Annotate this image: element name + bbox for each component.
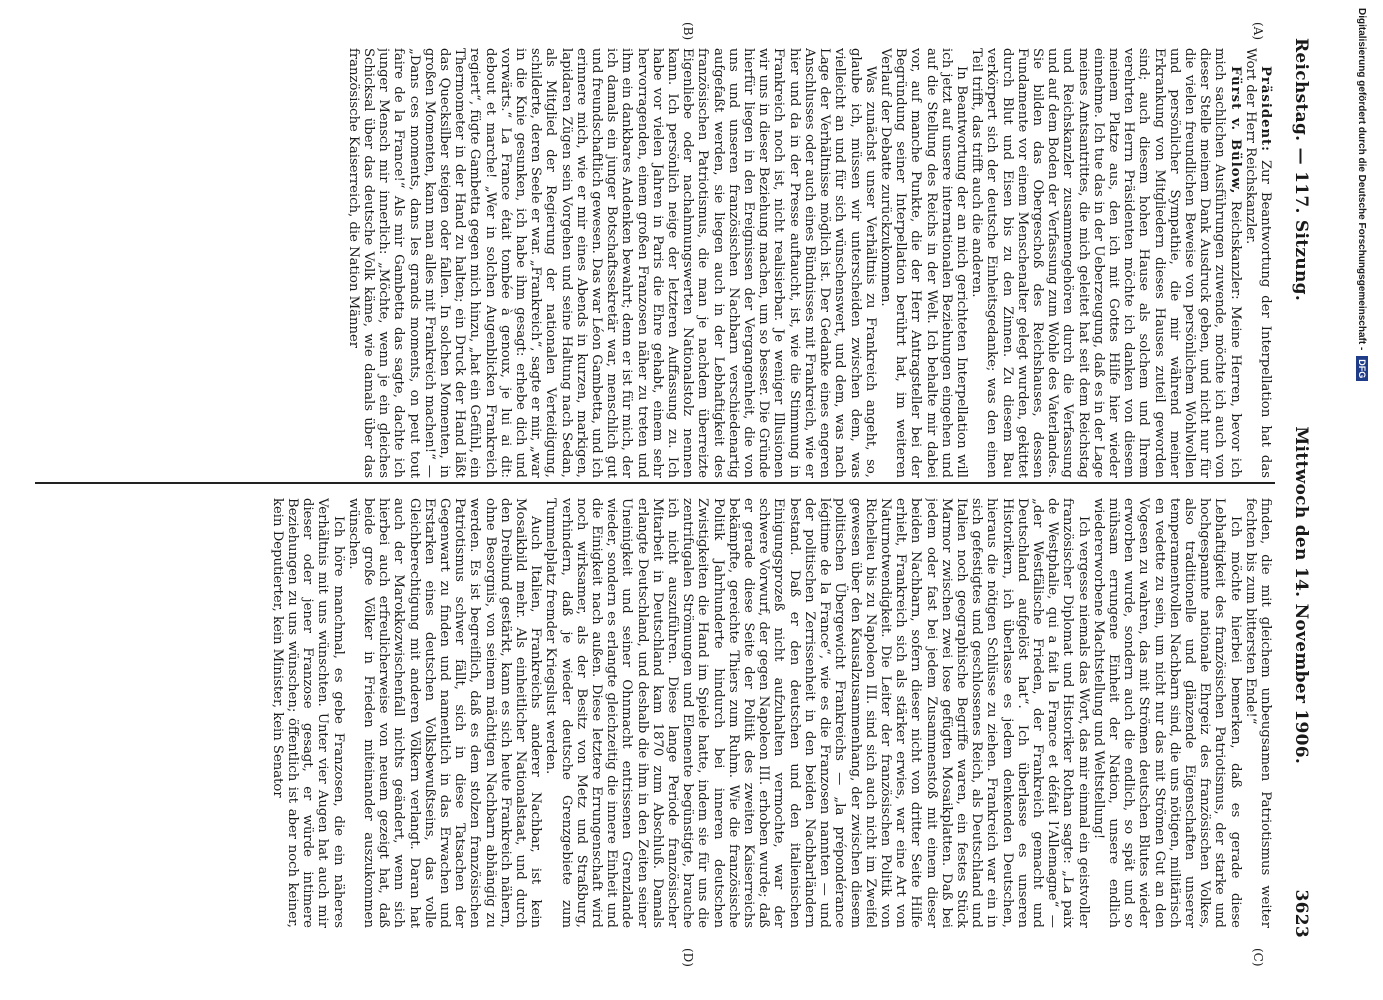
dfg-logo: DFG [1356,356,1368,381]
margin-marker-a: (A) [1251,22,1265,41]
running-head [1287,38,1311,938]
paragraph: Ich höre manchmal, es gebe Franzosen, die ein näheres Verhältnis mit uns wünschten. Unter vier Augen hat auch mir dieser oder jener Franzose gesagt, er würde intimere Beziehungen zu uns wünschen; öffentlich ist aber noch keiner, kein Deputierter, kein Minister, kein Senator [269,498,346,928]
margin-marker-c: (C) [1251,948,1265,967]
header-left: Reichstag. — 117. Sitzung. [1291,38,1311,302]
margin-marker-b: (B) [681,22,695,41]
paragraph-president [1243,48,1273,478]
rotated-page [10,8,1325,970]
paragraph: Auch Italien, Frankreichs anderer Nachbar, ist kein Mosaikbild mehr. Als einheitlicher Nationalstaat, und durch den Dreibund gestärkt, kann es sich heute Frankreich nähern, ohne Besorgnis, von seinem mächtigen Nachbarn abhängig zu werden. Es ist begreiflich, daß es dem stolzen französischen Patriotismus schwer fällt, sich in diese Tatsachen der Gegenwart zu finden und namentlich in das Erwachen und Erstarken eines deutschen Volksbewußtseins, das volle Gleichberechtigung mit anderen Völkern verlangt. Daran hat auch der Marokkozwischenfall nichts geändert, wenn sich hierbei auch erfreulicherweise von neuem gezeigt hat, daß beide große Völker in Frieden miteinander auszukommen wünschen. [345,498,544,928]
left-column [43,48,1273,478]
column-divider [35,482,1275,484]
digitization-credit [1352,8,1376,993]
paragraph-text: Reichskanzler: Meine Herren, bevor ich mich sachlichen Ausführungen zuwende, möchte ich auch von dieser Stelle meinem Dank Ausdruck geben, und nicht nur für die vielen freundlichen Beweise von persönlichem Wohlwollen und persönlicher Sympathie, die mir während meiner Erkrankung von Mitgliedern dieses Hauses zuteil geworden sind; auch diesem hohen Hause als solchem und Ihrem verehrten Herrn Präsidenten möchte ich danken von diesem meinem Platze aus, den ich mit Gottes Hilfe hier wieder einnehme. Ich tue das in der Ueberzeugung, daß es in der Lage meines Amtsantrittes, die mich geleitet hat seit dem Reichstag und Reichskanzler zusammengehören durch die Verfassung und auf dem Boden der Verfassung zum Wohle des Vaterlandes. Sie bilden das Obergeschoß des Reichshauses, dessen Fundamente vor einem Menschenalter gelegt wurden, gekittet durch Blut und Eisen bis zu den Zinnen. Zu diesem Bau verkörpert sich der deutsche Einheitsgedanke; was den einen Teil trifft, das trifft auch die anderen. [969,48,1243,478]
paragraph: Was zunächst unser Verhältnis zu Frankreich angeht, so, glaube ich, müssen wir unterscheiden zwischen dem, was vielleicht an und für sich wünschenswert, und dem, was nach Lage der Verhältnisse möglich ist. Der Gedanke eines engeren Anschlusses oder auch eines Bündnisses mit Frankreich, wie er hier und da in der Presse auftaucht, ist, wie die Stimmung in Frankreich noch ist, nicht realisierbar. Je weniger Illusionen wir uns in dieser Beziehung machen, um so besser. Die Gründe hierfür liegen in den Ereignissen der Vergangenheit, die von uns und unseren französischen Nachbarn verschiedenartig aufgefaßt werden, sie liegen auch in der Lebhaftigkeit des französischen Patriotismus, die man je nachdem überreizte Eigenliebe oder nachahmungswerten Nationalstolz nennen kann. Ich persönlich neige der letzteren Auffassung zu. Ich habe vor vielen Jahren in Paris die Ehre gehabt, einem sehr hervorragenden, einem großen Franzosen näher zu treten und ihm ein dankbares Andenken bewahrt; denn er ist für mich, der ich damals ein junger Botschaftssekretär war, menschlich gut und freundschaftlich gewesen. Das war Léon Gambetta, und ich erinnere mich, wie er mir eines Abends in kurzen, markigen, lapidaren Zügen sein Vorgehen und seine Haltung nach Sedan, als Mitglied der Regierung der nationalen Verteidigung, schilderte, deren Seele er war. „Frankreich“, sagte er mir, „war in die Knie gesunken, ich habe ihm gesagt: erhebe dich und vorwärts.“ La France était tombée à genoux, je lui ai dit: debout et marche! „Wer in solchen Augenblicken Frankreich regiert“, fügte Gambetta gegen mich hinzu, „hat ein Gefühl, ein Thermometer in der Hand zu halten; ein Druck der Hand läßt das Quecksilber steigen oder fallen. In solchen Momenten, in großen Momenten, kann man alles mit Frankreich machen!“ — „Dans ces moments, dans les grands moments, on peut tout faire de la France!“ Als mir Gambetta das sagte, dachte ich junger Mensch mir innerlich: „Möchte, wenn je ein gleiches Schicksal über das deutsche Volk käme, wie damals über das französische Kaiserreich, die Nation Männer [345,48,878,478]
speaker-president: Präsident: [1258,66,1273,153]
paragraph-buelow [969,48,1243,478]
paragraph-continued: finden, die mit gleichem unbeugsamen Patriotismus weiter fechten bis zum bittersten Ende!“ [1242,498,1273,928]
paragraph-text: Zur Beantwortung der Interpellation hat das Wort der Herr Reichskanzler. [1242,48,1273,478]
page-number: 3623 [1291,889,1311,938]
header-date: Mittwoch den 14. November 1906. [1291,426,1311,765]
paragraph: Ich möchte hierbei bemerken, daß es gerade diese Lebhaftigkeit des französischen Patriotismus, der starke und hochgespannte nationale Ehrgeiz des französischen Volkes, also traditionelle und glänzende Eigenschaften unserer temperamentvollen Nachbarn sind, die uns nötigen, militärisch en vedette zu sein, um nicht nur das mit Strömen Gut an den Vogesen zu wahren, das mit Strömen deutschen Blutes wieder erworben wurde, sondern auch die endlich, so spät und so mühsam errungene Einheit der Nation, unsere endlich wiedererworbene Machtstellung und Weltstellung! [1090,498,1243,928]
margin-marker-d: (D) [681,948,695,967]
paragraph: Ich vergesse niemals das Wort, das mir einmal ein geistvoller französischer Diplomat und Historiker Rothan sagte: „La paix de Westphalie, qui a fait la France et défait l’Allemagne“ — „der Westfälische Frieden, der Frankreich gemacht und Deutschland aufgelöst hat“. Ich überlasse es unseren Historikern, ich überlasse es jedem denkenden Deutschen, hieraus die nötigen Schlüsse zu ziehen. Frankreich war ein in sich gefestigtes und geschlossenes Reich, als Deutschland und Italien noch geographische Begriffe waren, ein festes Stück Marmor zwischen zwei lose gefügten Mosaikplatten. Daß bei jedem oder fast bei jedem Zusammenstoß mit einem dieser beiden Nachbarn, sofern dieser nicht von dritter Seite Hilfe erhielt, Frankreich sich als stärker erwies, war eine Art von Naturnotwendigkeit. Die Leiter der französischen Politik von Richelieu bis zu Napoleon III. sind sich auch nicht im Zweifel gewesen über den Kausalzusammenhang, der zwischen diesem politischen Übergewicht Frankreichs — „la prépondérance légitime de la France“, wie es die Franzosen nannten — und der politischen Zerrissenheit in den beiden Nachbarländern bestand. Daß er den deutschen und den italienischen Einigungsprozeß nicht aufzuhalten vermochte, war der schwere Vorwurf, der gegen Napoleon III. erhoben wurde; daß er gerade diese Seite der Politik des zweiten Kaiserreichs bekämpfte, gereichte Thiers zum Ruhm. Wie die französische Politik Jahrhunderte hindurch bei inneren deutschen Zwistigkeiten die Hand im Spiele hatte, indem sie für uns die zentrifugalen Strömungen und Elemente begünstigte, brauche ich nicht auszuführen. Diese lange Periode französischer Mitarbeit in Deutschland kam 1870 zum Abschluß. Damals erlangte Deutschland, und deshalb die ihm in den Zeiten seiner Uneinigkeit und seiner Ohnmacht entrissenen Grenzlande wieder, sondern es erlangte gleichzeitig die innere Einheit und die Einigkeit nach außen. Diese letztere Errungenschaft wird noch wirksamer, als der Besitz von Metz und Straßburg, verhindern, daß je wieder deutsche Grenzgebiete zum Tummelplatz fremder Kriegslust werden. [543,498,1091,928]
speaker-buelow: Fürst v. Bülow, [1227,66,1243,195]
paragraph: In Beantwortung der an mich gerichteten Interpellation will ich jetzt auf unsere internationalen Beziehungen eingehen und auf die Stellung des Reichs in der Welt. Ich behalte mir dabei vor, auf manche Punkte, die der Herr Antragsteller bei der Begründung seiner Interpellation berührt hat, im weiteren Verlauf der Debatte zurückzukommen. [877,48,969,478]
right-column [43,498,1273,928]
credit-text: Digitalisierung gefördert durch die Deutsche Forschungsgemeinschaft - [1356,8,1368,351]
